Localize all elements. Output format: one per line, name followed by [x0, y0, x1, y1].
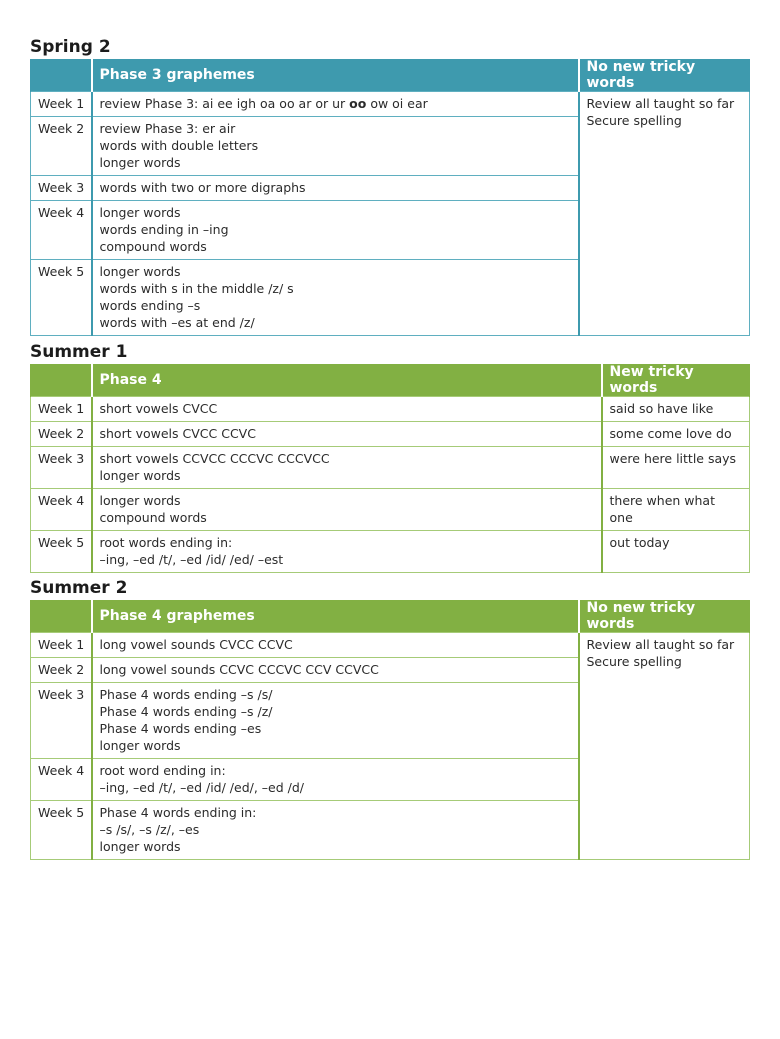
table-row [31, 92, 750, 117]
table-header-row [31, 59, 750, 92]
table-row [31, 447, 750, 489]
summer-1-table [30, 364, 750, 573]
phase-column-header: Phase 4 graphemes [92, 600, 579, 633]
table-header-row [31, 364, 750, 397]
content-line: Phase 4 words ending in: [99, 805, 257, 820]
week-label: Week 1 [31, 633, 92, 658]
content-line: –ing, –ed /t/, –ed /id/ /ed/, –ed /d/ [99, 780, 304, 795]
tricky-cell: said so have like [602, 397, 750, 422]
tricky-line: Secure spelling [586, 654, 682, 669]
content-line: Phase 4 words ending –es [99, 721, 262, 736]
content-line: short vowels CVCC [99, 401, 218, 416]
content-cell [92, 683, 579, 759]
content-line: words with double letters [99, 138, 259, 153]
spring-2-table [30, 59, 750, 336]
content-line: longer words [99, 738, 181, 753]
table-row [31, 397, 750, 422]
week-label: Week 4 [31, 201, 92, 260]
table-row [31, 531, 750, 573]
phase-column-header: Phase 3 graphemes [92, 59, 579, 92]
section-title: Summer 1 [30, 342, 128, 362]
week-label: Week 1 [31, 397, 92, 422]
week-label: Week 3 [31, 447, 92, 489]
week-label: Week 1 [31, 92, 92, 117]
content-cell [92, 176, 579, 201]
content-line: long vowel sounds CCVC CCCVC CCV CCVCC [99, 662, 379, 677]
week-column-header [31, 59, 92, 92]
tricky-column-header: No new tricky words [579, 59, 750, 92]
summer-2-table [30, 600, 750, 860]
tricky-line: Secure spelling [586, 113, 682, 128]
content-line: compound words [99, 239, 207, 254]
content-line: words ending in –ing [99, 222, 229, 237]
content-cell [92, 397, 602, 422]
tricky-cell: out today [602, 531, 750, 573]
week-label: Week 5 [31, 260, 92, 336]
content-cell [92, 633, 579, 658]
content-line: ow oi ear [370, 96, 428, 111]
tricky-cell [579, 92, 750, 336]
content-cell [92, 92, 579, 117]
section-summer-1 [30, 340, 749, 573]
section-spring-2 [30, 35, 749, 336]
content-cell [92, 658, 579, 683]
content-line: words ending –s [99, 298, 201, 313]
table-row [31, 422, 750, 447]
content-line: Phase 4 words ending –s /s/ [99, 687, 273, 702]
content-line: longer words [99, 839, 181, 854]
week-label: Week 4 [31, 489, 92, 531]
tricky-column-header: No new tricky words [579, 600, 750, 633]
content-line: Phase 4 words ending –s /z/ [99, 704, 273, 719]
content-line: longer words [99, 155, 181, 170]
content-line: long vowel sounds CVCC CCVC [99, 637, 293, 652]
content-cell [92, 801, 579, 860]
week-label: Week 4 [31, 759, 92, 801]
content-cell [92, 260, 579, 336]
week-column-header [31, 600, 92, 633]
week-label: Week 2 [31, 117, 92, 176]
week-label: Week 3 [31, 176, 92, 201]
week-label: Week 2 [31, 658, 92, 683]
week-label: Week 2 [31, 422, 92, 447]
week-label: Week 3 [31, 683, 92, 759]
content-cell [92, 422, 602, 447]
content-cell [92, 447, 602, 489]
section-title: Summer 2 [30, 578, 128, 598]
content-line: longer words [99, 205, 181, 220]
week-label: Week 5 [31, 531, 92, 573]
tricky-line: Review all taught so far [586, 637, 735, 652]
content-line: root words ending in: [99, 535, 233, 550]
tricky-column-header: New tricky words [602, 364, 750, 397]
content-cell [92, 531, 602, 573]
table-row [31, 489, 750, 531]
content-line: –s /s/, –s /z/, –es [99, 822, 200, 837]
content-line: words with s in the middle /z/ s [99, 281, 294, 296]
tricky-cell: some come love do [602, 422, 750, 447]
content-line: short vowels CCVCC CCCVC CCCVCC [99, 451, 330, 466]
content-line: words with –es at end /z/ [99, 315, 255, 330]
section-summer-2 [30, 576, 749, 860]
section-title: Spring 2 [30, 37, 111, 57]
content-line: longer words [99, 493, 181, 508]
content-line: longer words [99, 468, 181, 483]
tricky-cell: there when what one [602, 489, 750, 531]
content-cell [92, 201, 579, 260]
content-line: –ing, –ed /t/, –ed /id/ /ed/ –est [99, 552, 284, 567]
content-line: root word ending in: [99, 763, 226, 778]
content-bold-grapheme: oo [349, 96, 367, 111]
tricky-cell [579, 633, 750, 860]
tricky-line: Review all taught so far [586, 96, 735, 111]
content-line: words with two or more digraphs [99, 180, 306, 195]
table-header-row [31, 600, 750, 633]
tricky-cell: were here little says [602, 447, 750, 489]
content-line: review Phase 3: er air [99, 121, 236, 136]
content-line: short vowels CVCC CCVC [99, 426, 256, 441]
content-line: review Phase 3: ai ee igh oa oo ar or ur [99, 96, 346, 111]
content-line: longer words [99, 264, 181, 279]
phase-column-header: Phase 4 [92, 364, 602, 397]
content-line: compound words [99, 510, 207, 525]
content-cell [92, 489, 602, 531]
table-row [31, 633, 750, 658]
content-cell [92, 759, 579, 801]
week-label: Week 5 [31, 801, 92, 860]
content-cell [92, 117, 579, 176]
week-column-header [31, 364, 92, 397]
